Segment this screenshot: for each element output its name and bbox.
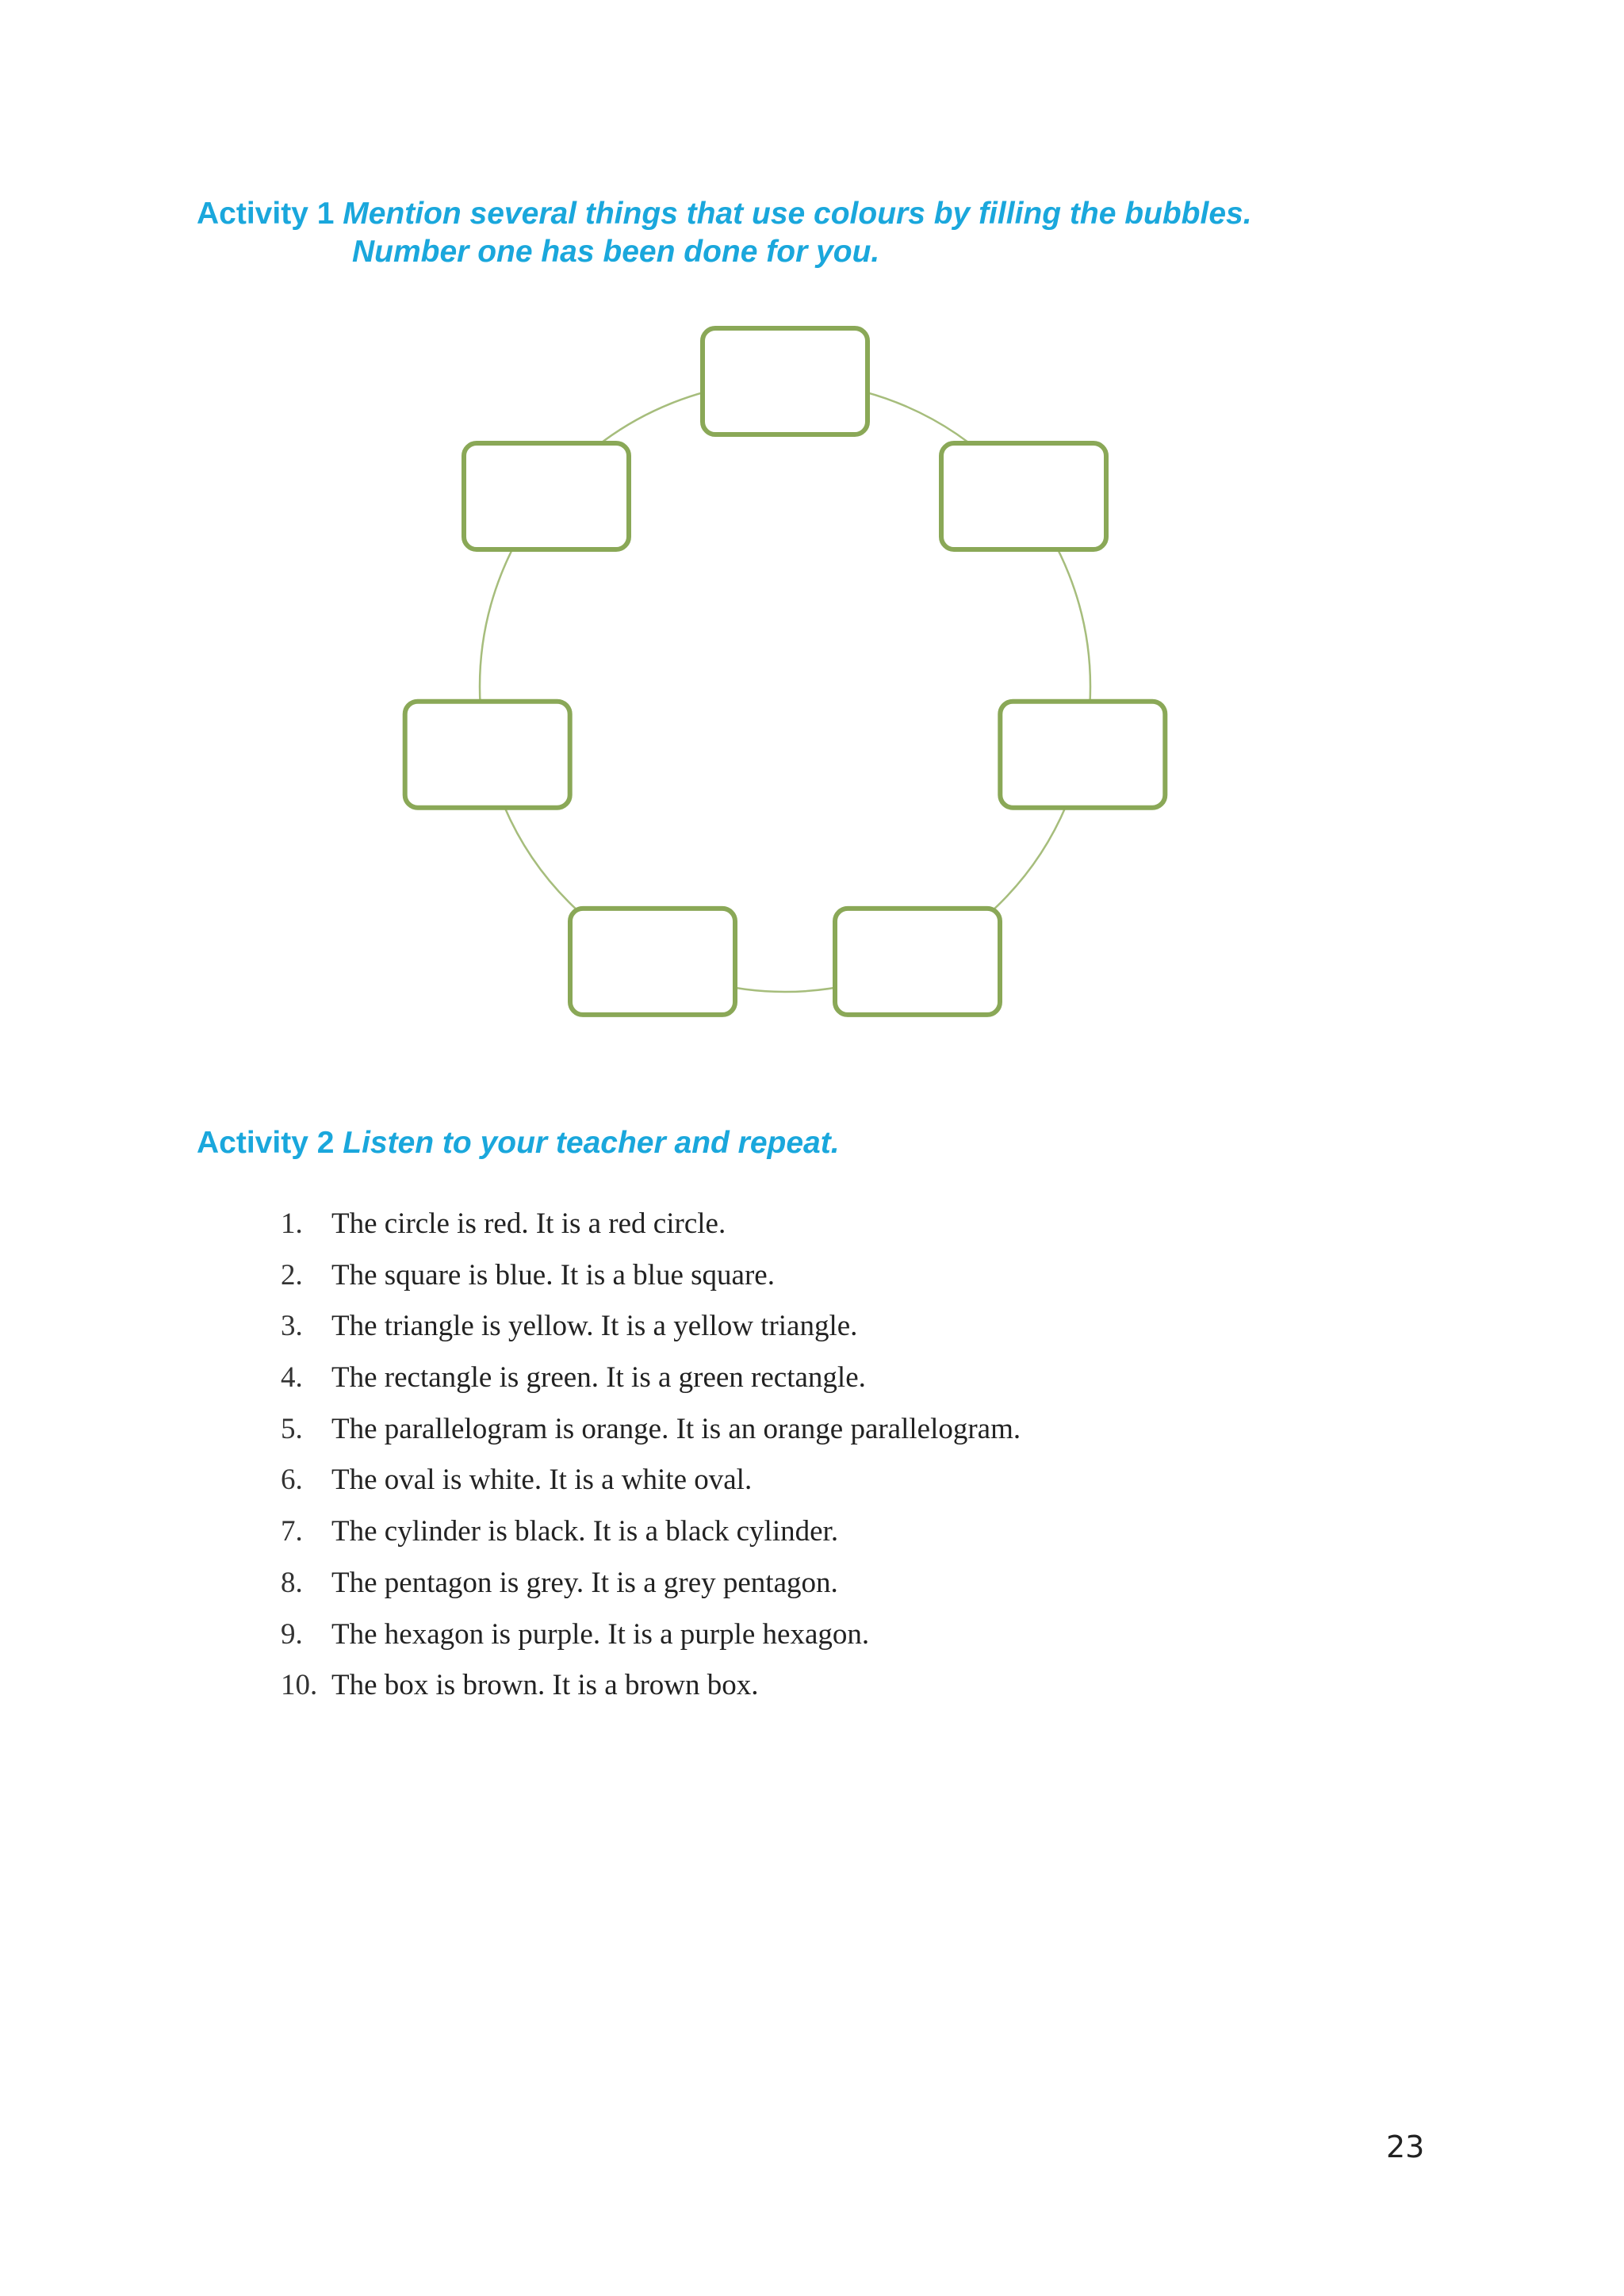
sentence-list	[281, 1199, 1021, 1712]
sentence-number: 9.	[281, 1617, 303, 1651]
sentence-text: The box is brown. It is a brown box.	[331, 1669, 759, 1702]
bubble-box-4[interactable]	[835, 909, 1000, 1015]
list-item	[281, 1609, 1021, 1661]
bubble-box-7[interactable]	[464, 443, 629, 549]
bubble-box-3[interactable]	[1000, 702, 1165, 808]
sentence-text: The cylinder is black. It is a black cylinder.	[331, 1515, 839, 1548]
sentence-number: 1.	[281, 1207, 303, 1240]
list-item	[281, 1660, 1021, 1712]
bubbles-group	[405, 328, 1166, 1015]
list-item	[281, 1558, 1021, 1609]
sentence-text: The hexagon is purple. It is a purple hexagon.	[331, 1617, 870, 1651]
activity-1-label: Activity 1	[197, 197, 335, 231]
sentence-number: 8.	[281, 1566, 303, 1599]
sentence-text: The circle is red. It is a red circle.	[331, 1207, 726, 1240]
page-number: 23	[1386, 2130, 1425, 2164]
list-item	[281, 1199, 1021, 1250]
sentence-number: 7.	[281, 1515, 303, 1548]
list-item	[281, 1301, 1021, 1353]
sentence-text: The triangle is yellow. It is a yellow triangle.	[331, 1310, 858, 1343]
activity-2-heading	[197, 1124, 840, 1162]
list-item	[281, 1455, 1021, 1506]
list-item	[281, 1250, 1021, 1302]
sentence-number: 4.	[281, 1361, 303, 1395]
sentence-number: 10.	[281, 1669, 318, 1702]
activity-2-instruction: Listen to your teacher and repeat.	[343, 1126, 840, 1160]
list-item	[281, 1506, 1021, 1558]
sentence-number: 2.	[281, 1258, 303, 1292]
sentence-number: 5.	[281, 1412, 303, 1445]
sentence-text: The rectangle is green. It is a green rectangle.	[331, 1361, 866, 1395]
bubble-box-1[interactable]	[703, 328, 868, 434]
sentence-number: 3.	[281, 1310, 303, 1343]
activity-1-instruction-line2: Number one has been done for you.	[352, 235, 880, 269]
list-item	[281, 1353, 1021, 1404]
list-item	[281, 1404, 1021, 1456]
sentence-text: The parallelogram is orange. It is an orange parallelogram.	[331, 1412, 1021, 1445]
sentence-text: The pentagon is grey. It is a grey pentagon.	[331, 1566, 838, 1599]
sentence-text: The square is blue. It is a blue square.	[331, 1258, 775, 1292]
activity-1-instruction-line1: Mention several things that use colours by filling the bubbles.	[343, 197, 1252, 231]
sentence-text: The oval is white. It is a white oval.	[331, 1464, 753, 1497]
bubble-box-2[interactable]	[941, 443, 1106, 549]
bubble-box-6[interactable]	[405, 702, 570, 808]
activity-2-label: Activity 2	[197, 1126, 335, 1160]
sentence-number: 6.	[281, 1464, 303, 1497]
bubble-box-5[interactable]	[570, 909, 735, 1015]
bubble-cycle-diagram	[0, 0, 1624, 1031]
